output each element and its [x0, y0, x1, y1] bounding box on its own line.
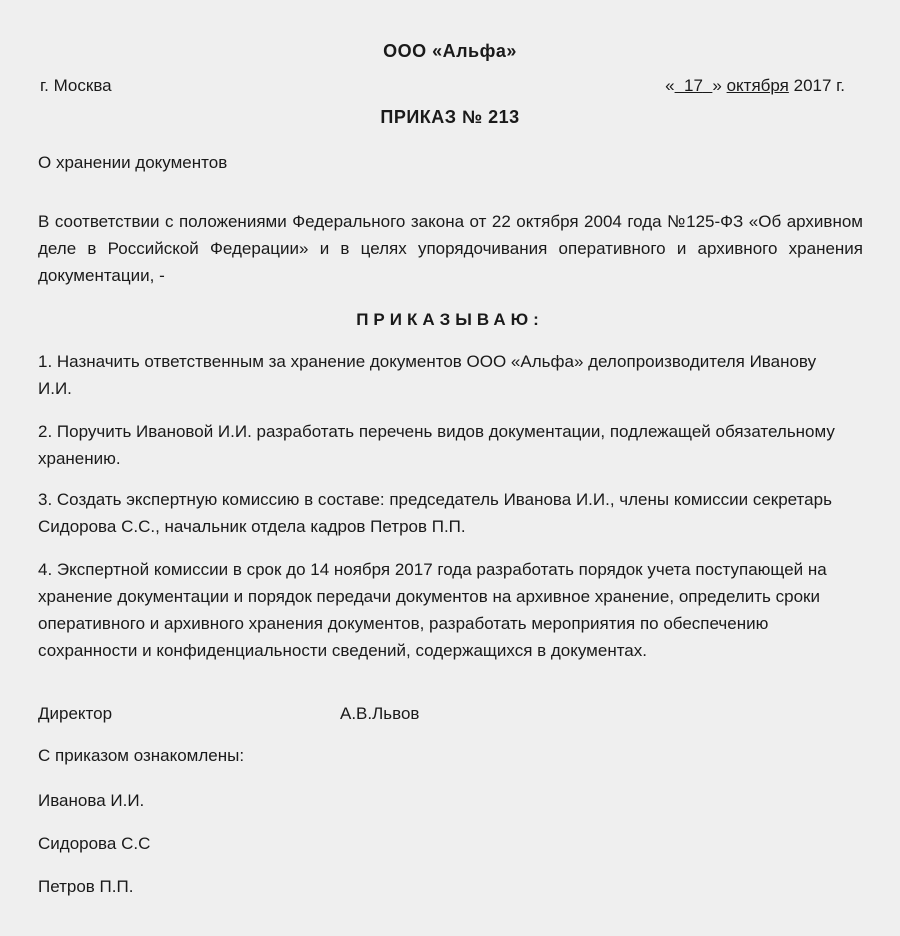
acknowledged-person-2: Сидорова С.С — [38, 834, 151, 853]
date-quote-close: » — [712, 76, 722, 95]
order-date — [665, 75, 845, 97]
date-day: 17 — [684, 76, 703, 95]
director-label: Директор — [38, 704, 113, 723]
acknowledged-person-3: Петров П.П. — [38, 877, 134, 896]
organization-name: ООО «Альфа» — [383, 41, 517, 61]
order-subject: О хранении документов — [38, 153, 228, 172]
order-item-4: 4. Экспертной комиссии в срок до 14 ноября 2017 года разработать порядок учета поступающей на хранение документации и порядок передачи документов на архивное хранение, определить сроки оперативного и архивного хранения документов, разработать мероприятия по обеспечению сохранности и конфиденциальности сведений, содержащихся в документах. — [38, 560, 827, 660]
order-item-3: 3. Создать экспертную комиссию в составе: председатель Иванова И.И., члены комиссии секретарь Сидорова С.С., начальник отдела кадров Петров П.П. — [38, 490, 832, 536]
date-quote-open: « — [665, 76, 675, 95]
date-month: октября — [726, 76, 789, 95]
acknowledged-label: С приказом ознакомлены: — [38, 746, 245, 765]
city: г. Москва — [40, 76, 112, 95]
order-title: ПРИКАЗ № 213 — [380, 107, 520, 127]
order-word: ПРИКАЗЫВАЮ: — [356, 310, 544, 329]
acknowledged-person-1: Иванова И.И. — [38, 791, 145, 810]
order-item-1: 1. Назначить ответственным за хранение документов ООО «Альфа» делопроизводителя Иванову И.И. — [38, 352, 817, 398]
order-item-2: 2. Поручить Ивановой И.И. разработать перечень видов документации, подлежащей обязательному хранению. — [38, 422, 835, 468]
director-name: А.В.Львов — [340, 704, 420, 723]
date-year: 2017 г. — [793, 76, 845, 95]
preamble: В соответствии с положениями Федерального закона от 22 октября 2004 года №125-ФЗ «Об архивном деле в Российской Федерации» и в целях упорядочивания оперативного и архивного хранения документации, - — [38, 212, 863, 285]
